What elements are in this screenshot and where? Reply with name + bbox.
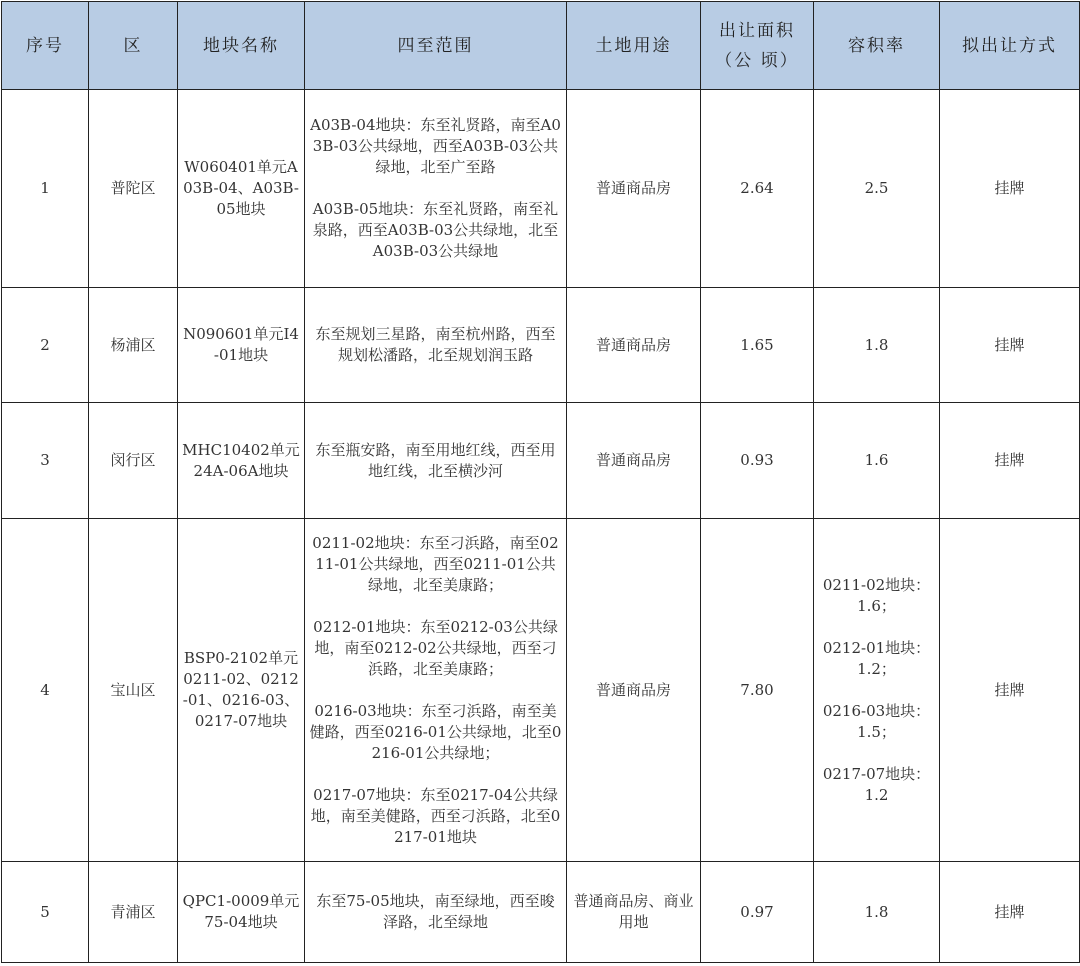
boundary-paragraph: 0212-01地块：东至0212-03公共绿地，南至0212-02公共绿地，西至刁浜路，北至美康路；	[313, 617, 558, 678]
cell-land-use: 普通商品房	[567, 288, 701, 403]
cell-boundaries	[305, 288, 567, 403]
boundary-paragraph: A03B-04地块：东至礼贤路，南至A03B-03公共绿地，西至A03B-03公共绿地，北至广至路	[310, 116, 561, 176]
cell-area: 7.80	[701, 519, 814, 862]
boundary-paragraph: 0211-02地块：东至刁浜路，南至0211-01公共绿地，西至0211-01公共绿地，北至美康路；	[312, 533, 559, 594]
cell-parcel-name: QPC1-0009单元75-04地块	[178, 862, 305, 963]
table-row	[2, 403, 1080, 519]
cell-far	[814, 288, 940, 403]
cell-method: 挂牌	[940, 288, 1080, 403]
boundary-paragraph: 东至瓶安路，南至用地红线，西至用地红线，北至横沙河	[315, 440, 556, 480]
far-value: 0216-03地块：1.5；	[822, 701, 931, 741]
cell-far	[814, 862, 940, 963]
boundary-paragraph: 0216-03地块：东至刁浜路，南至美健路，西至0216-01公共绿地，北至0216-01公共绿地；	[309, 701, 562, 762]
header-far: 容积率	[814, 2, 940, 90]
cell-method: 挂牌	[940, 403, 1080, 519]
header-area	[701, 2, 814, 90]
cell-area: 1.65	[701, 288, 814, 403]
cell-method: 挂牌	[940, 519, 1080, 862]
cell-land-use: 普通商品房	[567, 519, 701, 862]
cell-district: 普陀区	[89, 90, 178, 288]
boundary-paragraph: A03B-05地块：东至礼贤路，南至礼泉路，西至A03B-03公共绿地，北至A03B-03公共绿地	[312, 200, 559, 260]
cell-far	[814, 519, 940, 862]
header-index: 序号	[2, 2, 89, 90]
cell-far	[814, 90, 940, 288]
cell-boundaries	[305, 90, 567, 288]
cell-area: 0.97	[701, 862, 814, 963]
header-parcel-name: 地块名称	[178, 2, 305, 90]
cell-parcel-name: MHC10402单元24A-06A地块	[178, 403, 305, 519]
cell-parcel-name: N090601单元I4-01地块	[178, 288, 305, 403]
cell-method: 挂牌	[940, 862, 1080, 963]
cell-district: 杨浦区	[89, 288, 178, 403]
land-parcel-table	[1, 1, 1080, 963]
cell-parcel-name: BSP0-2102单元0211-02、0212-01、0216-03、0217-07地块	[178, 519, 305, 862]
cell-district: 宝山区	[89, 519, 178, 862]
far-value: 2.5	[864, 179, 889, 197]
far-value: 1.6	[864, 451, 889, 469]
table-row	[2, 288, 1080, 403]
cell-index: 2	[2, 288, 89, 403]
far-value: 0217-07地块：1.2	[822, 764, 931, 804]
cell-land-use: 普通商品房	[567, 403, 701, 519]
cell-district: 青浦区	[89, 862, 178, 963]
boundary-paragraph: 东至75-05地块，南至绿地，西至晙泽路，北至绿地	[316, 892, 555, 931]
cell-parcel-name: W060401单元A03B-04、A03B-05地块	[178, 90, 305, 288]
cell-index: 1	[2, 90, 89, 288]
header-boundaries: 四至范围	[305, 2, 567, 90]
cell-area: 0.93	[701, 403, 814, 519]
boundary-paragraph: 东至规划三星路，南至杭州路，西至规划松潘路，北至规划润玉路	[315, 325, 556, 364]
far-value: 1.8	[864, 335, 889, 354]
header-area-line2: （公 顷）	[715, 50, 799, 71]
table-row	[2, 90, 1080, 288]
far-value: 0212-01地块：1.2；	[822, 638, 931, 678]
cell-area: 2.64	[701, 90, 814, 288]
cell-boundaries	[305, 403, 567, 519]
cell-land-use: 普通商品房、商业用地	[567, 862, 701, 963]
far-value: 1.8	[864, 902, 889, 921]
cell-index: 4	[2, 519, 89, 862]
cell-land-use: 普通商品房	[567, 90, 701, 288]
cell-method: 挂牌	[940, 90, 1080, 288]
cell-index: 5	[2, 862, 89, 963]
header-district: 区	[89, 2, 178, 90]
header-row	[2, 2, 1080, 90]
cell-index: 3	[2, 403, 89, 519]
header-land-use: 土地用途	[567, 2, 701, 90]
cell-district: 闵行区	[89, 403, 178, 519]
cell-far	[814, 403, 940, 519]
cell-boundaries	[305, 519, 567, 862]
header-area-line1: 出让面积	[719, 20, 795, 41]
cell-boundaries	[305, 862, 567, 963]
table-row	[2, 862, 1080, 963]
header-method: 拟出让方式	[940, 2, 1080, 90]
far-value: 0211-02地块：1.6；	[822, 575, 931, 615]
boundary-paragraph: 0217-07地块：东至0217-04公共绿地，南至美健路，西至刁浜路，北至0217-01地块	[310, 785, 561, 846]
table-row	[2, 519, 1080, 862]
